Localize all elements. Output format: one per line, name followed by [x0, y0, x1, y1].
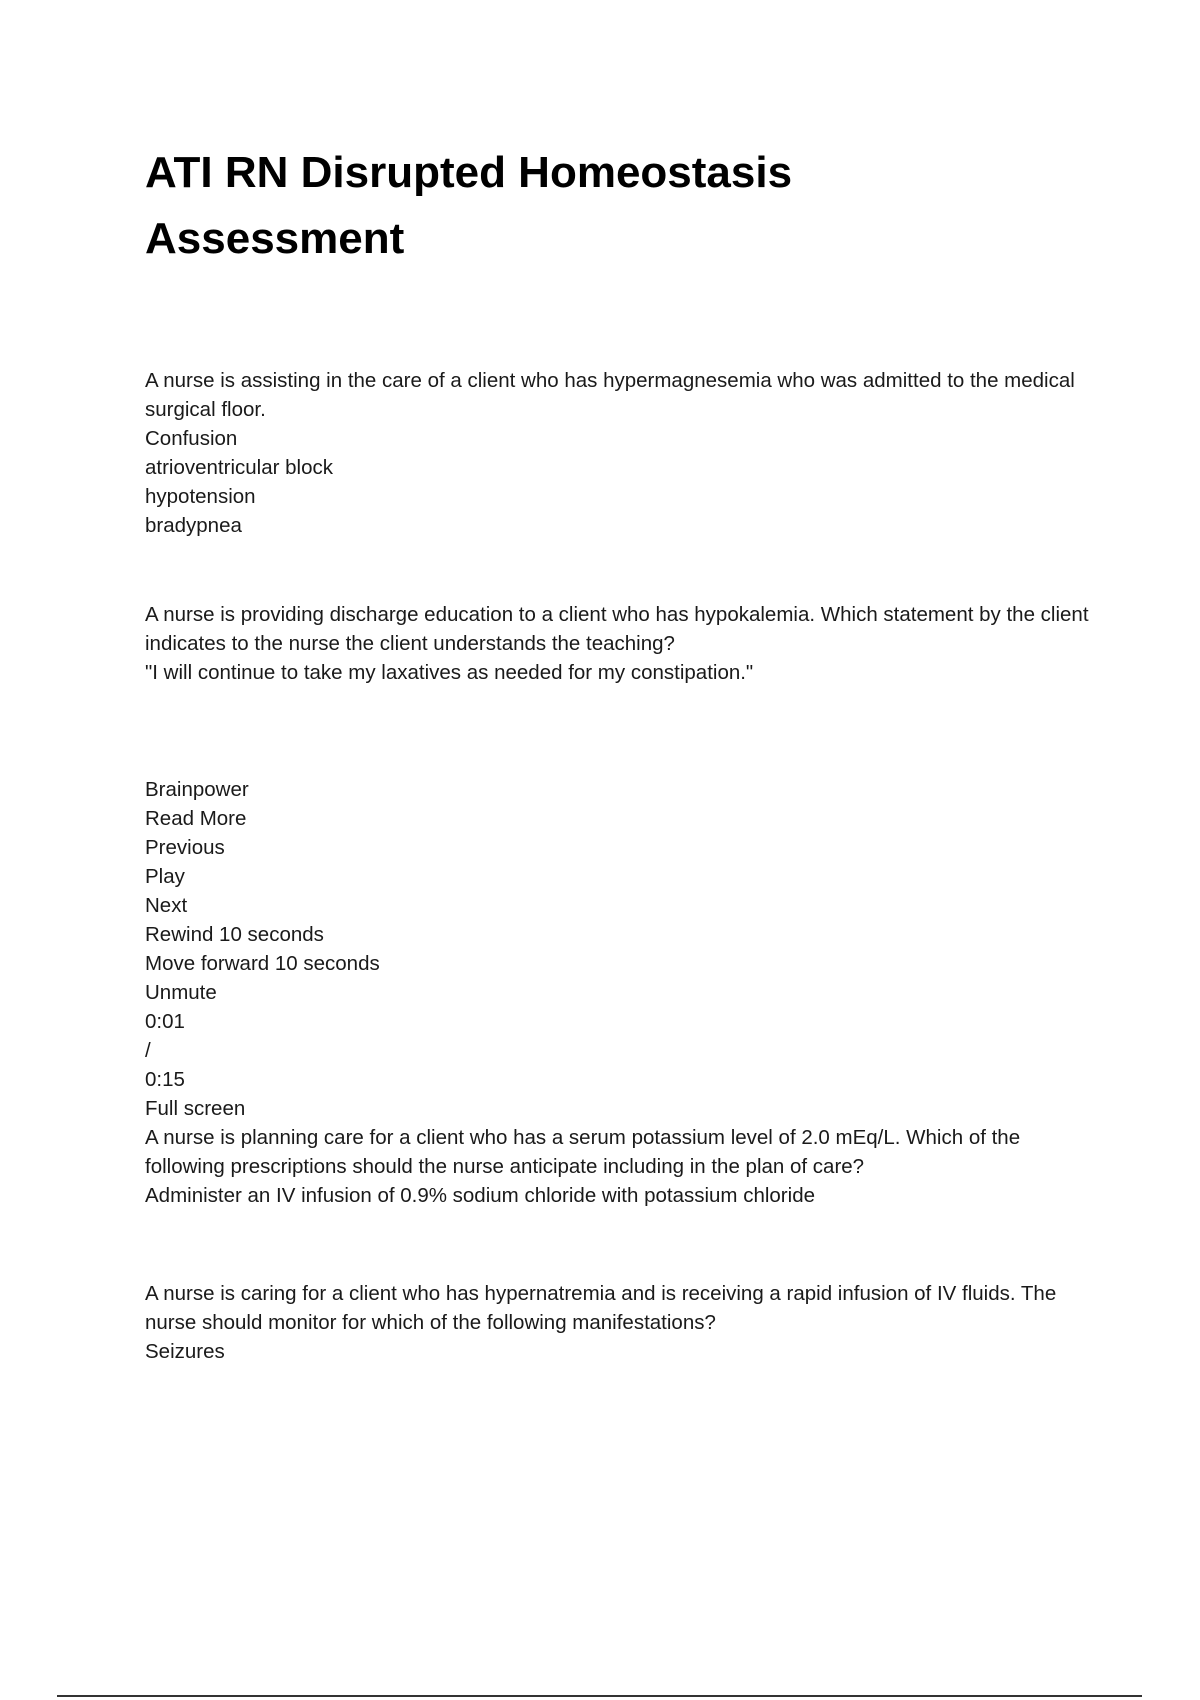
question-stem: A nurse is assisting in the care of a client who has hypermagnesemia who was admitted to the medical surgical floor. [145, 369, 1075, 421]
answer-item: Seizures [145, 1340, 225, 1363]
duration: 0:15 [145, 1068, 185, 1091]
next-button[interactable]: Next [145, 894, 188, 917]
page-title: ATI RN Disrupted Homeostasis Assessment [145, 148, 793, 263]
read-more-link[interactable]: Read More [145, 807, 247, 830]
previous-button[interactable]: Previous [145, 836, 225, 859]
question-1 [145, 366, 1095, 540]
unmute-button[interactable]: Unmute [145, 981, 217, 1004]
rewind-button[interactable]: Rewind 10 seconds [145, 923, 324, 946]
play-button[interactable]: Play [145, 865, 185, 888]
forward-button[interactable]: Move forward 10 seconds [145, 952, 380, 975]
answer-item: bradypnea [145, 514, 242, 537]
question-stem: A nurse is planning care for a client who has a serum potassium level of 2.0 mEq/L. Which of the following prescriptions should the nurse anticipate including in the plan of care? [145, 1126, 1021, 1178]
answer-item: Administer an IV infusion of 0.9% sodium chloride with potassium chloride [145, 1184, 815, 1207]
question-stem: A nurse is caring for a client who has hypernatremia and is receiving a rapid infusion of IV fluids. The nurse should monitor for which of the following manifestations? [145, 1282, 1057, 1334]
answer-item: "I will continue to take my laxatives as needed for my constipation." [145, 661, 754, 684]
question-2 [145, 600, 1095, 687]
time-separator: / [145, 1039, 151, 1062]
current-time: 0:01 [145, 1010, 185, 1033]
fullscreen-button[interactable]: Full screen [145, 1097, 246, 1120]
answer-item: Confusion [145, 427, 238, 450]
answer-item: atrioventricular block [145, 456, 333, 479]
media-player-text [145, 775, 1095, 1210]
question-stem: A nurse is providing discharge education to a client who has hypokalemia. Which statement by the client indicates to the nurse the client understands the teaching? [145, 603, 1089, 655]
brand-label: Brainpower [145, 778, 249, 801]
question-4 [145, 1279, 1095, 1366]
bottom-divider [57, 1695, 1142, 1697]
answer-item: hypotension [145, 485, 256, 508]
